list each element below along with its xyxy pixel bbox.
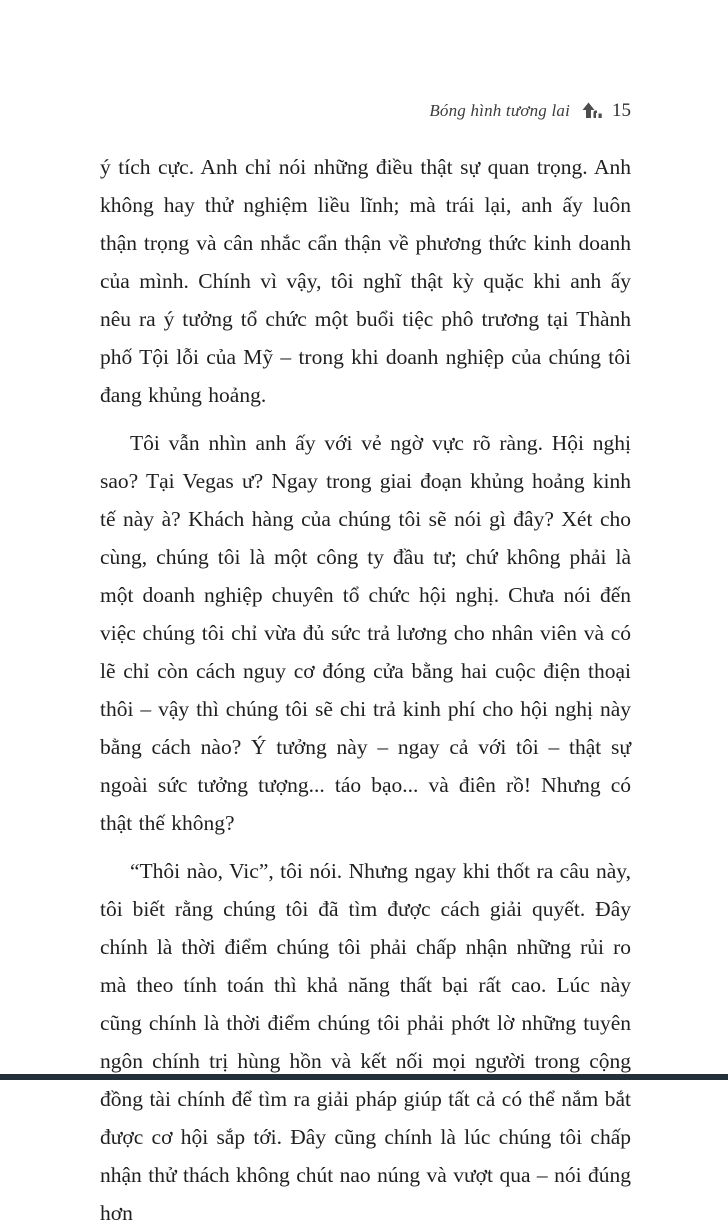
publisher-mark-icon <box>579 101 603 119</box>
page-number: 15 <box>612 100 631 121</box>
page-body <box>100 148 631 1232</box>
page-bottom-edge <box>0 1074 728 1080</box>
running-title: Bóng hình tương lai <box>429 101 570 120</box>
paragraph-3: “Thôi nào, Vic”, tôi nói. Nhưng ngay khi thốt ra câu này, tôi biết rằng chúng tôi đã tìm được cách giải quyết. Đây chính là thời điểm chúng tôi phải chấp nhận những rủi ro mà theo tính toán thì khả năng thất bại rất cao. Lúc này cũng chính là thời điểm chúng tôi phải phớt lờ những tuyên ngôn chính trị hùng hồn và kết nối mọi người trong cộng đồng tài chính để tìm ra giải pháp giúp tất cả có thể nắm bắt được cơ hội sắp tới. Đây cũng chính là lúc chúng tôi chấp nhận thử thách không chút nao núng và vượt qua – nói đúng hơn <box>100 859 631 1225</box>
paragraph-1: ý tích cực. Anh chỉ nói những điều thật sự quan trọng. Anh không hay thử nghiệm liều lĩnh; mà trái lại, anh ấy luôn thận trọng và cân nhắc cẩn thận về phương thức kinh doanh của mình. Chính vì vậy, tôi nghĩ thật kỳ quặc khi anh ấy nêu ra ý tưởng tổ chức một buổi tiệc phô trương tại Thành phố Tội lỗi của Mỹ – trong khi doanh nghiệp của chúng tôi đang khủng hoảng. <box>100 155 631 407</box>
paragraph-2: Tôi vẫn nhìn anh ấy với vẻ ngờ vực rõ ràng. Hội nghị sao? Tại Vegas ư? Ngay trong giai đoạn khủng hoảng kinh tế này à? Khách hàng của chúng tôi sẽ nói gì đây? Xét cho cùng, chúng tôi là một công ty đầu tư; chứ không phải là một doanh nghiệp chuyên tổ chức hội nghị. Chưa nói đến việc chúng tôi chỉ vừa đủ sức trả lương cho nhân viên và có lẽ chỉ còn cách nguy cơ đóng cửa bằng hai cuộc điện thoại thôi – vậy thì chúng tôi sẽ chi trả kinh phí cho hội nghị này bằng cách nào? Ý tưởng này – ngay cả với tôi – thật sự ngoài sức tưởng tượng... táo bạo... và điên rồ! Nhưng có thật thế không? <box>100 431 631 835</box>
page-header <box>100 100 631 122</box>
